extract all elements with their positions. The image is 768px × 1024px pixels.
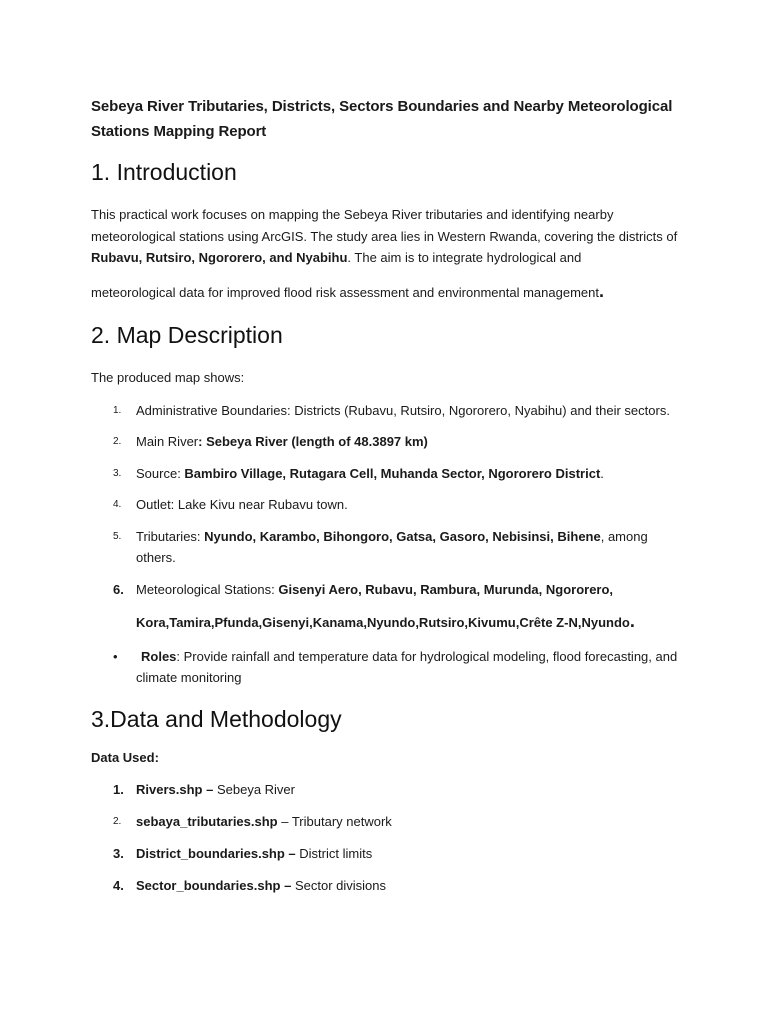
data-separator: – [277, 814, 292, 829]
intro-text-3-line [91, 281, 678, 304]
list-number: 1. [113, 782, 124, 797]
list-item-suffix: . [629, 611, 635, 631]
list-item [91, 875, 678, 897]
list-item [91, 463, 678, 485]
report-title: Sebeya River Tributaries, Districts, Sectors Boundaries and Nearby Meteorological Stations Mapping Report [91, 98, 673, 140]
list-number: 4. [113, 878, 124, 893]
list-item-label: Tributaries: [136, 528, 205, 544]
list-item [91, 811, 678, 833]
list-item [91, 843, 678, 865]
list-item-text: Outlet: Lake Kivu near Rubavu town. [136, 497, 348, 512]
data-description: Sector divisions [294, 878, 386, 893]
list-item-value: : Sebeya River (length of 48.3897 km) [198, 434, 428, 449]
list-item [91, 579, 678, 634]
list-item [91, 779, 678, 801]
list-item [91, 646, 678, 689]
map-description-list [91, 400, 678, 634]
intro-end-dot: . [598, 280, 604, 301]
list-item [91, 400, 678, 422]
data-description: District limits [299, 846, 373, 861]
list-item-value: Bambiro Village, Rutagara Cell, Muhanda Sector, Ngororero District [184, 465, 601, 481]
list-number: 2. [113, 816, 122, 827]
stations-line-2 [136, 611, 678, 634]
list-number: 4. [113, 499, 122, 510]
introduction-heading: 1. Introduction [91, 159, 237, 185]
data-file-name: Rivers.shp [136, 782, 203, 797]
data-list [91, 779, 678, 897]
list-item [91, 431, 678, 453]
data-separator: – [280, 878, 295, 893]
list-number: 1. [113, 404, 122, 416]
data-separator: – [202, 782, 217, 797]
list-number: 6. [113, 581, 124, 597]
list-number: 2. [113, 436, 122, 447]
introduction-paragraph [91, 204, 678, 303]
roles-text: : Provide rainfall and temperature data for hydrological modeling, flood forecasting, and climate monitoring [136, 648, 678, 685]
data-file-name: sebaya_tributaries.shp [136, 814, 278, 829]
map-description-lead: The produced map shows: [91, 370, 245, 385]
list-item [91, 526, 678, 569]
data-description: Tributary network [291, 814, 392, 829]
list-item-value-line2: Kora,Tamira,Pfunda,Gisenyi,Kanama,Nyundo,Rutsiro,Kivumu,Crête Z-N,Nyundo [136, 615, 630, 630]
list-number: 3. [113, 846, 124, 861]
list-item [91, 494, 678, 516]
list-number: 5. [113, 530, 122, 542]
list-item-label: Source: [136, 465, 185, 481]
list-item-suffix: , among others. [136, 528, 648, 565]
data-file-name: District_boundaries.shp [136, 846, 285, 861]
data-file-name: Sector_boundaries.shp [136, 878, 281, 893]
map-description-heading: 2. Map Description [91, 322, 283, 348]
list-item-label: Meteorological Stations: [136, 581, 279, 597]
intro-text-2: . The aim is to integrate hydrological and [347, 250, 582, 265]
list-number: 3. [113, 467, 122, 479]
data-methodology-heading: 3.Data and Methodology [91, 705, 342, 732]
list-item-suffix: . [600, 465, 604, 481]
list-item-value: Nyundo, Karambo, Bihongoro, Gatsa, Gasoro, Nebisinsi, Bihene [204, 528, 601, 544]
list-item-text: Administrative Boundaries: Districts (Rubavu, Rutsiro, Ngororero, Nyabihu) and their sectors. [136, 402, 670, 418]
data-description: Sebeya River [216, 782, 295, 797]
data-used-label: Data Used: [91, 749, 159, 765]
intro-text-1: This practical work focuses on mapping the Sebeya River tributaries and identifying nearby meteorological stations using ArcGIS. The study area lies in Western Rwanda, covering the districts of [91, 207, 678, 244]
intro-districts: Rubavu, Rutsiro, Ngororero, and Nyabihu [91, 250, 348, 265]
list-item-label: Main River [136, 434, 199, 449]
intro-text-3: meteorological data for improved flood risk assessment and environmental management [91, 284, 599, 300]
roles-label: Roles [141, 648, 177, 664]
bullet-icon: • [113, 648, 118, 664]
list-item-value: Gisenyi Aero, Rubavu, Rambura, Murunda, Ngororero, [278, 581, 614, 597]
data-separator: – [284, 846, 300, 861]
roles-list [91, 646, 678, 689]
